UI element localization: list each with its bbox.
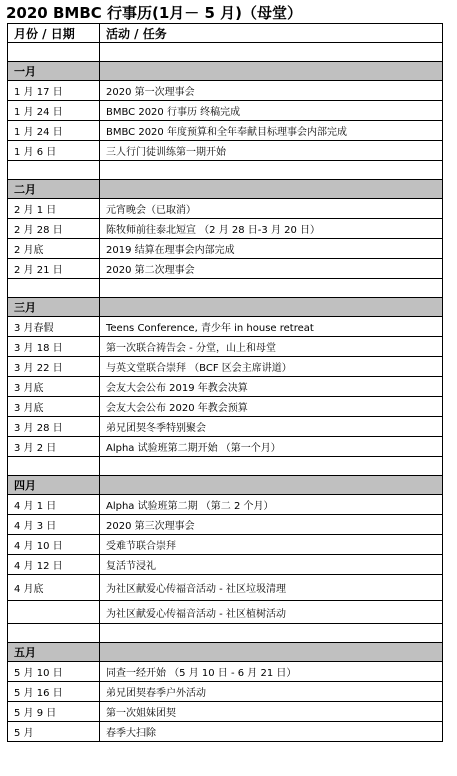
blank-cell: [8, 279, 100, 298]
event-cell: 三人行门徒训练第一期开始: [100, 141, 443, 161]
spacer-row: [8, 43, 443, 62]
event-cell: 受难节联合崇拜: [100, 535, 443, 555]
date-cell: 1 月 24 日: [8, 101, 100, 121]
table-row: [8, 239, 443, 259]
month-header-row: [8, 643, 443, 662]
blank-cell: [8, 43, 100, 62]
blank-cell: [8, 457, 100, 476]
month-header-fill: [100, 62, 443, 81]
table-row: [8, 555, 443, 575]
month-header-fill: [100, 643, 443, 662]
event-cell: 同查一经开始 （5 月 10 日 - 6 月 21 日）: [100, 662, 443, 682]
date-cell: 4 月 10 日: [8, 535, 100, 555]
date-cell: 1 月 17 日: [8, 81, 100, 101]
date-cell: 3 月 2 日: [8, 437, 100, 457]
table-row: [8, 575, 443, 601]
date-cell: 2 月 21 日: [8, 259, 100, 279]
header-row: [8, 24, 443, 43]
event-cell: 为社区献爱心传福音活动 - 社区植树活动: [100, 601, 443, 624]
table-row: [8, 81, 443, 101]
date-cell: [8, 601, 100, 624]
calendar-table: [7, 23, 443, 742]
table-row: [8, 219, 443, 239]
blank-cell: [100, 279, 443, 298]
date-cell: 4 月 12 日: [8, 555, 100, 575]
date-cell: 1 月 24 日: [8, 121, 100, 141]
month-header-fill: [100, 298, 443, 317]
date-cell: 3 月 28 日: [8, 417, 100, 437]
date-cell: 3 月春假: [8, 317, 100, 337]
table-row: [8, 601, 443, 624]
blank-cell: [100, 43, 443, 62]
event-cell: 2020 第二次理事会: [100, 259, 443, 279]
table-row: [8, 377, 443, 397]
month-header-row: [8, 298, 443, 317]
blank-cell: [100, 161, 443, 180]
date-cell: 3 月 18 日: [8, 337, 100, 357]
table-row: [8, 702, 443, 722]
event-cell: 弟兄团契冬季特别聚会: [100, 417, 443, 437]
date-cell: 5 月 9 日: [8, 702, 100, 722]
table-row: [8, 662, 443, 682]
blank-cell: [100, 457, 443, 476]
event-cell: 2020 第三次理事会: [100, 515, 443, 535]
blank-cell: [8, 161, 100, 180]
event-cell: Teens Conference, 青少年 in house retreat: [100, 317, 443, 337]
month-label: 一月: [8, 62, 100, 81]
event-cell: 复活节浸礼: [100, 555, 443, 575]
table-row: [8, 259, 443, 279]
table-row: [8, 515, 443, 535]
event-cell: 陈牧师前往泰北短宣 （2 月 28 日-3 月 20 日）: [100, 219, 443, 239]
spacer-row: [8, 279, 443, 298]
spacer-row: [8, 161, 443, 180]
table-row: [8, 495, 443, 515]
event-cell: 会友大会公布 2019 年教会决算: [100, 377, 443, 397]
month-header-fill: [100, 180, 443, 199]
column-header-event: 活动 / 任务: [100, 24, 443, 43]
event-cell: 第一次姐妹团契: [100, 702, 443, 722]
blank-cell: [100, 624, 443, 643]
table-row: [8, 437, 443, 457]
calendar-body: [8, 24, 443, 742]
event-cell: 春季大扫除: [100, 722, 443, 742]
event-cell: 2020 第一次理事会: [100, 81, 443, 101]
date-cell: 3 月 22 日: [8, 357, 100, 377]
date-cell: 2 月 28 日: [8, 219, 100, 239]
table-row: [8, 317, 443, 337]
date-cell: 2 月底: [8, 239, 100, 259]
table-row: [8, 722, 443, 742]
date-cell: 2 月 1 日: [8, 199, 100, 219]
month-header-row: [8, 62, 443, 81]
date-cell: 5 月 16 日: [8, 682, 100, 702]
table-row: [8, 535, 443, 555]
table-row: [8, 141, 443, 161]
event-cell: 元宵晚会（已取消）: [100, 199, 443, 219]
date-cell: 3 月底: [8, 377, 100, 397]
date-cell: 4 月底: [8, 575, 100, 601]
date-cell: 1 月 6 日: [8, 141, 100, 161]
table-row: [8, 397, 443, 417]
date-cell: 4 月 1 日: [8, 495, 100, 515]
month-header-fill: [100, 476, 443, 495]
spacer-row: [8, 457, 443, 476]
month-label: 二月: [8, 180, 100, 199]
event-cell: 会友大会公布 2020 年教会预算: [100, 397, 443, 417]
blank-cell: [8, 624, 100, 643]
table-row: [8, 337, 443, 357]
table-row: [8, 121, 443, 141]
month-header-row: [8, 476, 443, 495]
table-row: [8, 101, 443, 121]
table-row: [8, 199, 443, 219]
month-header-row: [8, 180, 443, 199]
event-cell: Alpha 试验班第二期 （第二 2 个月）: [100, 495, 443, 515]
month-label: 五月: [8, 643, 100, 662]
event-cell: 第一次联合祷告会 - 分堂，山上和母堂: [100, 337, 443, 357]
table-row: [8, 357, 443, 377]
event-cell: Alpha 试验班第二期开始 （第一个月）: [100, 437, 443, 457]
month-label: 四月: [8, 476, 100, 495]
spacer-row: [8, 624, 443, 643]
date-cell: 3 月底: [8, 397, 100, 417]
event-cell: 与英文堂联合崇拜 （BCF 区会主席讲道）: [100, 357, 443, 377]
event-cell: BMBC 2020 行事历 终稿完成: [100, 101, 443, 121]
date-cell: 4 月 3 日: [8, 515, 100, 535]
event-cell: BMBC 2020 年度预算和全年奉献目标理事会内部完成: [100, 121, 443, 141]
page-title: 2020 BMBC 行事历(1月－ 5 月)（母堂）: [6, 4, 303, 22]
table-row: [8, 682, 443, 702]
event-cell: 为社区献爱心传福音活动 - 社区垃圾清理: [100, 575, 443, 601]
month-label: 三月: [8, 298, 100, 317]
event-cell: 弟兄团契春季户外活动: [100, 682, 443, 702]
column-header-date: 月份 / 日期: [8, 24, 100, 43]
table-row: [8, 417, 443, 437]
date-cell: 5 月: [8, 722, 100, 742]
date-cell: 5 月 10 日: [8, 662, 100, 682]
event-cell: 2019 结算在理事会内部完成: [100, 239, 443, 259]
